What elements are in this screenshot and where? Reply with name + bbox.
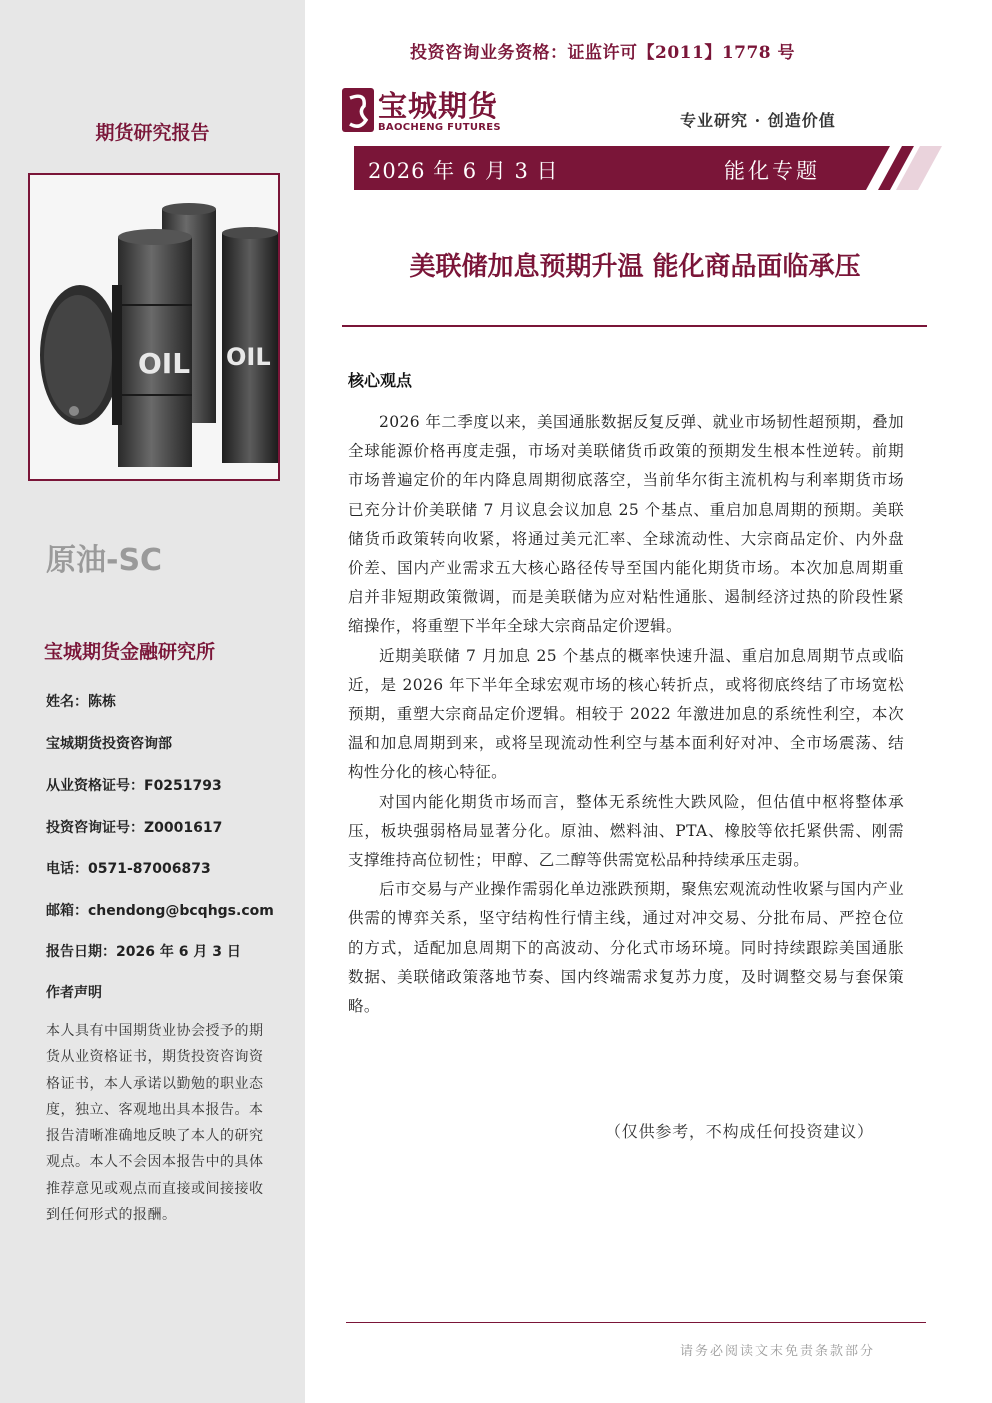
analyst-consult-license: 投资咨询证号：Z0001617 xyxy=(46,820,223,836)
footer-divider xyxy=(346,1322,926,1323)
qualification-line: 投资咨询业务资格：证监许可【2011】1778 号 xyxy=(410,43,796,63)
paragraph-1: 2026 年二季度以来，美国通胀数据反复反弹、就业市场韧性超预期，叠加全球能源价格再度走强，市场对美联储货币政策的预期发生根本性逆转。前期市场普遍定价的年内降息周期彻底落空，当前华尔街主流机构与利率期货市场已充分计价美联储 7 月议息会议加息 25 个基点、重启加息周期的预期。美联储货币政策转向收紧，将通过美元汇率、全球流动性、大宗商品定价、内外盘价差、国内产业需求五大核心路径传导至国内能化期货市场。本次加息周期重启并非短期政策微调，而是美联储为应对粘性通胀、遏制经济过热的阶段性紧缩操作，将重塑下半年全球大宗商品定价逻辑。 xyxy=(348,413,904,636)
investment-disclaimer: （仅供参考，不构成任何投资建议） xyxy=(605,1122,874,1141)
logo-english-text: BAOCHENG FUTURES xyxy=(378,122,501,133)
report-topic: 能化专题 xyxy=(724,159,820,183)
barrel-oil-text-2: OIL xyxy=(226,343,271,371)
report-headline: 美联储加息预期升温 能化商品面临承压 xyxy=(409,252,861,282)
institute-name: 宝城期货金融研究所 xyxy=(44,641,216,663)
report-date-banner: 2026 年 6 月 3 日 xyxy=(368,159,559,183)
headline-divider xyxy=(342,325,927,327)
logo-emblem-icon xyxy=(340,86,376,134)
footer-note: 请务必阅读文末免责条款部分 xyxy=(680,1344,876,1359)
analyst-department: 宝城期货投资咨询部 xyxy=(46,736,172,752)
analyst-license: 从业资格证号：F0251793 xyxy=(46,778,222,794)
core-view-body xyxy=(348,408,904,1021)
slogan: 专业研究 · 创造价值 xyxy=(680,111,836,130)
report-type-label: 期货研究报告 xyxy=(95,122,210,144)
commodity-label: 原油-SC xyxy=(46,543,163,578)
analyst-phone: 电话：0571-87006873 xyxy=(46,861,211,877)
paragraph-4: 后市交易与产业操作需弱化单边涨跌预期，聚焦宏观流动性收紧与国内产业供需的博弈关系，坚守结构性行情主线，通过对冲交易、分批布局、严控仓位的方式，适配加息周期下的高波动、分化式市场环境。同时持续跟踪美国通胀数据、美联储政策落地节奏、国内终端需求复苏力度，及时调整交易与套保策略。 xyxy=(348,880,904,1016)
report-date: 报告日期：2026 年 6 月 3 日 xyxy=(46,944,241,960)
company-logo xyxy=(340,86,520,140)
paragraph-3: 对国内能化期货市场而言，整体无系统性大跌风险，但估值中枢将整体承压，板块强弱格局显著分化。原油、燃料油、PTA、橡胶等依托紧供需、刚需支撑维持高位韧性；甲醇、乙二醇等供需宽松品种持续承压走弱。 xyxy=(348,792,904,870)
sidebar xyxy=(0,0,305,1403)
paragraph-2: 近期美联储 7 月加息 25 个基点的概率快速升温、重启加息周期节点或临近，是 2026 年下半年全球宏观市场的核心转折点，或将彻底终结了市场宽松预期，重塑大宗商品定价逻辑。相较于 2022 年激进加息的系统性利空，本次温和加息周期到来，或将呈现流动性利空与基本面利好对冲、全市场震荡、结构性分化的核心特征。 xyxy=(348,646,904,782)
barrel-oil-text-1: OIL xyxy=(138,347,191,380)
oil-barrels-illustration xyxy=(30,175,278,479)
analyst-name: 姓名：陈栋 xyxy=(46,694,116,710)
core-view-label: 核心观点 xyxy=(348,371,413,390)
author-statement: 本人具有中国期货业协会授予的期货从业资格证书，期货投资咨询资格证书，本人承诺以勤勉的职业态度，独立、客观地出具本报告。本报告清晰准确地反映了本人的研究观点。本人不会因本报告中的具体推荐意见或观点而直接或间接接收到任何形式的报酬。 xyxy=(46,1023,264,1224)
date-topic-banner xyxy=(354,146,942,190)
analyst-email[interactable]: 邮箱：chendong@bcqhgs.com xyxy=(46,903,274,919)
statement-title: 作者声明 xyxy=(46,985,102,1001)
logo-chinese-text: 宝城期货 xyxy=(378,89,499,123)
oil-barrels-image xyxy=(28,173,280,481)
